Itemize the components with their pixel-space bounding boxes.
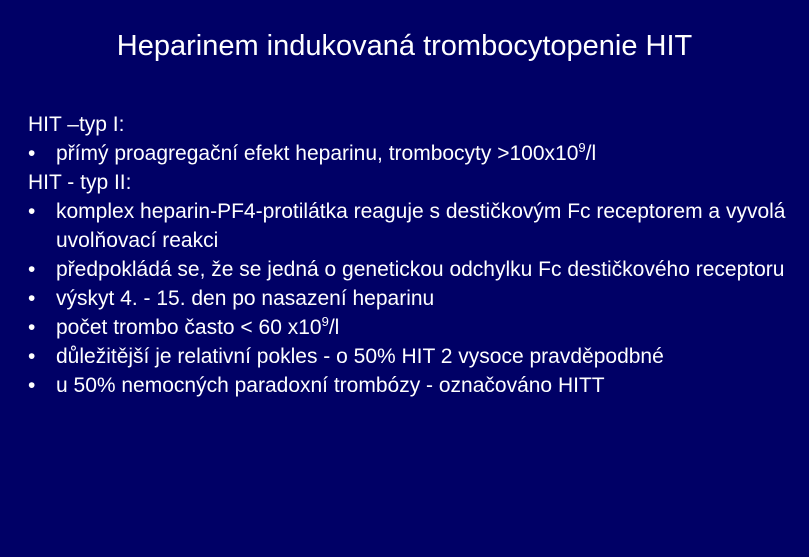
item-text: předpokládá se, že se jedná o genetickou odchylku Fc destičkového receptoru <box>56 258 785 281</box>
superscript: 9 <box>321 314 329 329</box>
bullet-list-hit-type-1 <box>28 139 798 168</box>
bullet-icon: • <box>28 200 36 223</box>
list-item <box>28 313 798 342</box>
section-heading-hit-type-1: HIT –typ I: <box>28 113 125 136</box>
item-text-suffix: /l <box>585 142 597 165</box>
slide-content <box>28 110 798 400</box>
slide-title: Heparinem indukovaná trombocytopenie HIT <box>116 30 693 62</box>
item-text: výskyt 4. - 15. den po nasazení heparinu <box>56 287 435 310</box>
bullet-icon: • <box>28 142 36 165</box>
item-text: komplex heparin-PF4-protilátka reaguje s destičkovým Fc receptorem a vyvolá uvolňovací reakci <box>56 200 786 252</box>
bullet-icon: • <box>28 287 36 310</box>
list-item <box>28 139 798 168</box>
list-item <box>28 371 798 400</box>
superscript: 9 <box>578 140 586 155</box>
list-item <box>28 255 798 284</box>
list-item <box>28 284 798 313</box>
list-item <box>28 197 798 255</box>
bullet-icon: • <box>28 374 36 397</box>
bullet-icon: • <box>28 316 36 339</box>
item-text: důležitější je relativní pokles - o 50% HIT 2 vysoce pravděpodbné <box>56 345 664 368</box>
bullet-icon: • <box>28 345 36 368</box>
section-heading-hit-type-2: HIT - typ II: <box>28 171 132 194</box>
list-item <box>28 342 798 371</box>
item-text: u 50% nemocných paradoxní trombózy - označováno HITT <box>56 374 605 397</box>
bullet-list-hit-type-2 <box>28 197 798 400</box>
item-text: přímý proagregační efekt heparinu, trombocyty >100x10 <box>56 142 579 165</box>
item-text: počet trombo často < 60 x10 <box>56 316 322 339</box>
item-text-suffix: /l <box>328 316 340 339</box>
bullet-icon: • <box>28 258 36 281</box>
